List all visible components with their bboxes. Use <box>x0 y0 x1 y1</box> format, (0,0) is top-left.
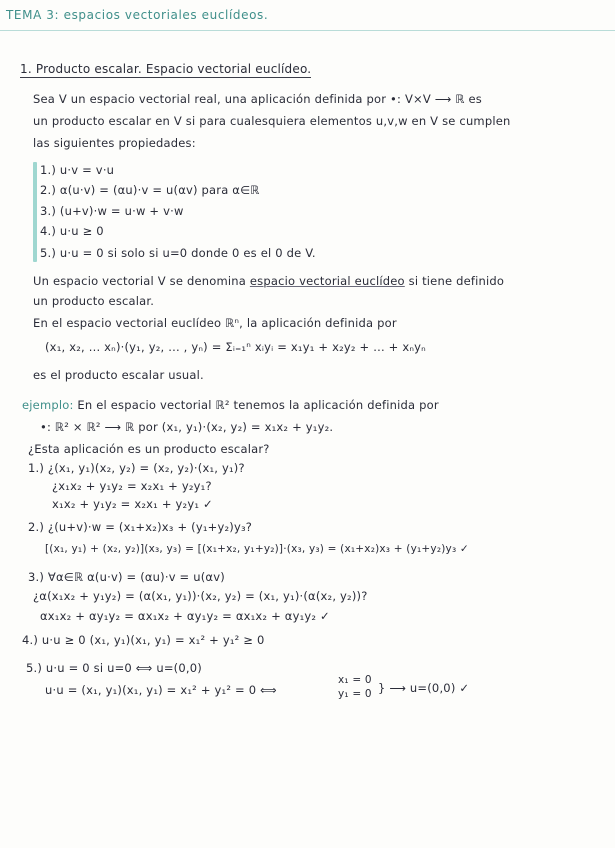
definition-term: espacio vectorial euclídeo <box>249 274 405 288</box>
definition-line-1 <box>33 274 504 288</box>
work-4: 2.) ¿(u+v)·w = (x₁+x₂)x₃ + (y₁+y₂)y₃? <box>28 520 253 534</box>
work-1: 1.) ¿(x₁, y₁)(x₂, y₂) = (x₂, y₂)·(x₁, y₁)? <box>28 461 245 475</box>
section-heading: 1. Producto escalar. Espacio vectorial euclídeo. <box>20 62 312 76</box>
work-11: u·u = (x₁, y₁)(x₁, y₁) = x₁² + y₁² = 0 ⟺ <box>45 683 277 697</box>
example-label: ejemplo: <box>22 398 74 412</box>
property-3: 3.) (u+v)·w = u·w + v·w <box>40 204 184 218</box>
work-10: 5.) u·u = 0 si u=0 ⟺ u=(0,0) <box>26 661 202 675</box>
intro-line-2: un producto escalar en V si para cualesquiera elementos u,v,w en V se cumplen <box>33 114 511 128</box>
work-14: } ⟶ u=(0,0) ✓ <box>378 681 470 695</box>
property-4: 4.) u·u ≥ 0 <box>40 224 104 238</box>
example-line-2: •: ℝ² × ℝ² ⟶ ℝ por (x₁, y₁)·(x₂, y₂) = x₁x₂ + y₁y₂. <box>40 420 334 434</box>
work-2: ¿x₁x₂ + y₁y₂ = x₂x₁ + y₂y₁? <box>52 479 212 493</box>
usual-formula: (x₁, x₂, ... xₙ)·(y₁, y₂, ... , yₙ) = Σᵢ₌₁ⁿ xᵢyᵢ = x₁y₁ + x₂y₂ + ... + xₙyₙ <box>45 340 426 354</box>
work-7: ¿α(x₁x₂ + y₁y₂) = (α(x₁, y₁))·(x₂, y₂) = (x₁, y₁)·(α(x₂, y₂))? <box>33 589 368 603</box>
definition-pre: Un espacio vectorial V se denomina <box>33 274 250 288</box>
usual-line-1: En el espacio vectorial euclídeo ℝⁿ, la aplicación definida por <box>33 316 397 330</box>
example-line-1 <box>22 398 439 412</box>
property-2: 2.) α(u·v) = (αu)·v = u(αv) para α∈ℝ <box>40 183 260 197</box>
work-6: 3.) ∀α∈ℝ α(u·v) = (αu)·v = u(αv) <box>28 570 225 584</box>
definition-line-2: un producto escalar. <box>33 294 155 308</box>
header-rule <box>0 30 615 31</box>
definition-post: si tiene definido <box>404 274 505 288</box>
property-5: 5.) u·u = 0 si solo si u=0 donde 0 es el 0 de V. <box>40 246 316 260</box>
intro-line-1: Sea V un espacio vectorial real, una aplicación definida por •: V×V ⟶ ℝ es <box>33 92 482 106</box>
example-question: ¿Esta aplicación es un producto escalar? <box>28 442 270 456</box>
work-9: 4.) u·u ≥ 0 (x₁, y₁)(x₁, y₁) = x₁² + y₁² ≥ 0 <box>22 633 265 647</box>
work-13: y₁ = 0 <box>338 688 372 700</box>
usual-line-2: es el producto escalar usual. <box>33 368 204 382</box>
work-3: x₁x₂ + y₁y₂ = x₂x₁ + y₂y₁ ✓ <box>52 497 213 511</box>
work-12: x₁ = 0 <box>338 674 372 686</box>
example-text: En el espacio vectorial ℝ² tenemos la aplicación definida por <box>73 398 439 412</box>
page-title: TEMA 3: espacios vectoriales euclídeos. <box>6 8 269 22</box>
work-5: [(x₁, y₁) + (x₂, y₂)](x₃, y₃) = [(x₁+x₂, y₁+y₂)]·(x₃, y₃) = (x₁+x₂)x₃ + (y₁+y₂)y₃ ✓ <box>45 543 469 555</box>
work-8: αx₁x₂ + αy₁y₂ = αx₁x₂ + αy₁y₂ = αx₁x₂ + αy₁y₂ ✓ <box>40 609 330 623</box>
intro-line-3: las siguientes propiedades: <box>33 136 196 150</box>
property-1: 1.) u·v = v·u <box>40 163 115 177</box>
properties-highlight <box>33 162 37 262</box>
